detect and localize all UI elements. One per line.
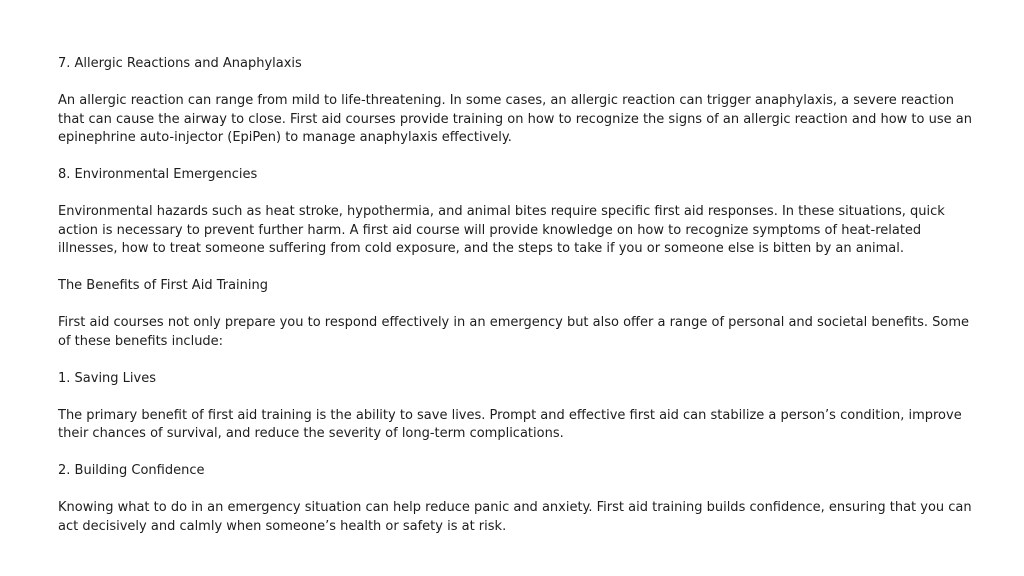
section-heading-building-confidence: 2. Building Confidence bbox=[58, 463, 205, 479]
document-page bbox=[58, 55, 978, 555]
section-paragraph-environmental-emergencies: Environmental hazards such as heat stroke, hypothermia, and animal bites require specific first aid responses. In these situations, quick action is necessary to prevent further harm. A first aid course will provide knowledge on how to recognize symptoms of heat-related illnesses, how to treat someone suffering from cold exposure, and the steps to take if you or someone else is bitten by an animal. bbox=[58, 204, 945, 257]
section-paragraph-saving-lives: The primary benefit of first aid training is the ability to save lives. Prompt and effective first aid can stabilize a person’s condition, improve their chances of survival, and reduce the severity of long-term complications. bbox=[58, 407, 962, 442]
section-heading-environmental-emergencies: 8. Environmental Emergencies bbox=[58, 167, 258, 183]
section-paragraph-building-confidence: Knowing what to do in an emergency situation can help reduce panic and anxiety. First aid training builds confidence, ensuring that you can act decisively and calmly when someone’s health or safety is at risk. bbox=[58, 500, 972, 535]
section-heading-allergic-reactions: 7. Allergic Reactions and Anaphylaxis bbox=[58, 56, 302, 71]
section-heading-saving-lives: 1. Saving Lives bbox=[58, 370, 157, 386]
section-heading-benefits: The Benefits of First Aid Training bbox=[58, 278, 268, 294]
section-paragraph-benefits: First aid courses not only prepare you to respond effectively in an emergency but also offer a range of personal and societal benefits. Some of these benefits include: bbox=[58, 315, 970, 349]
section-paragraph-allergic-reactions: An allergic reaction can range from mild to life-threatening. In some cases, an allergic reaction can trigger anaphylaxis, a severe reaction that can cause the airway to close. First aid courses provide training on how to recognize the signs of an allergic reaction and how to use an epinephrine auto-injector (EpiPen) to manage anaphylaxis effectively. bbox=[58, 92, 972, 146]
